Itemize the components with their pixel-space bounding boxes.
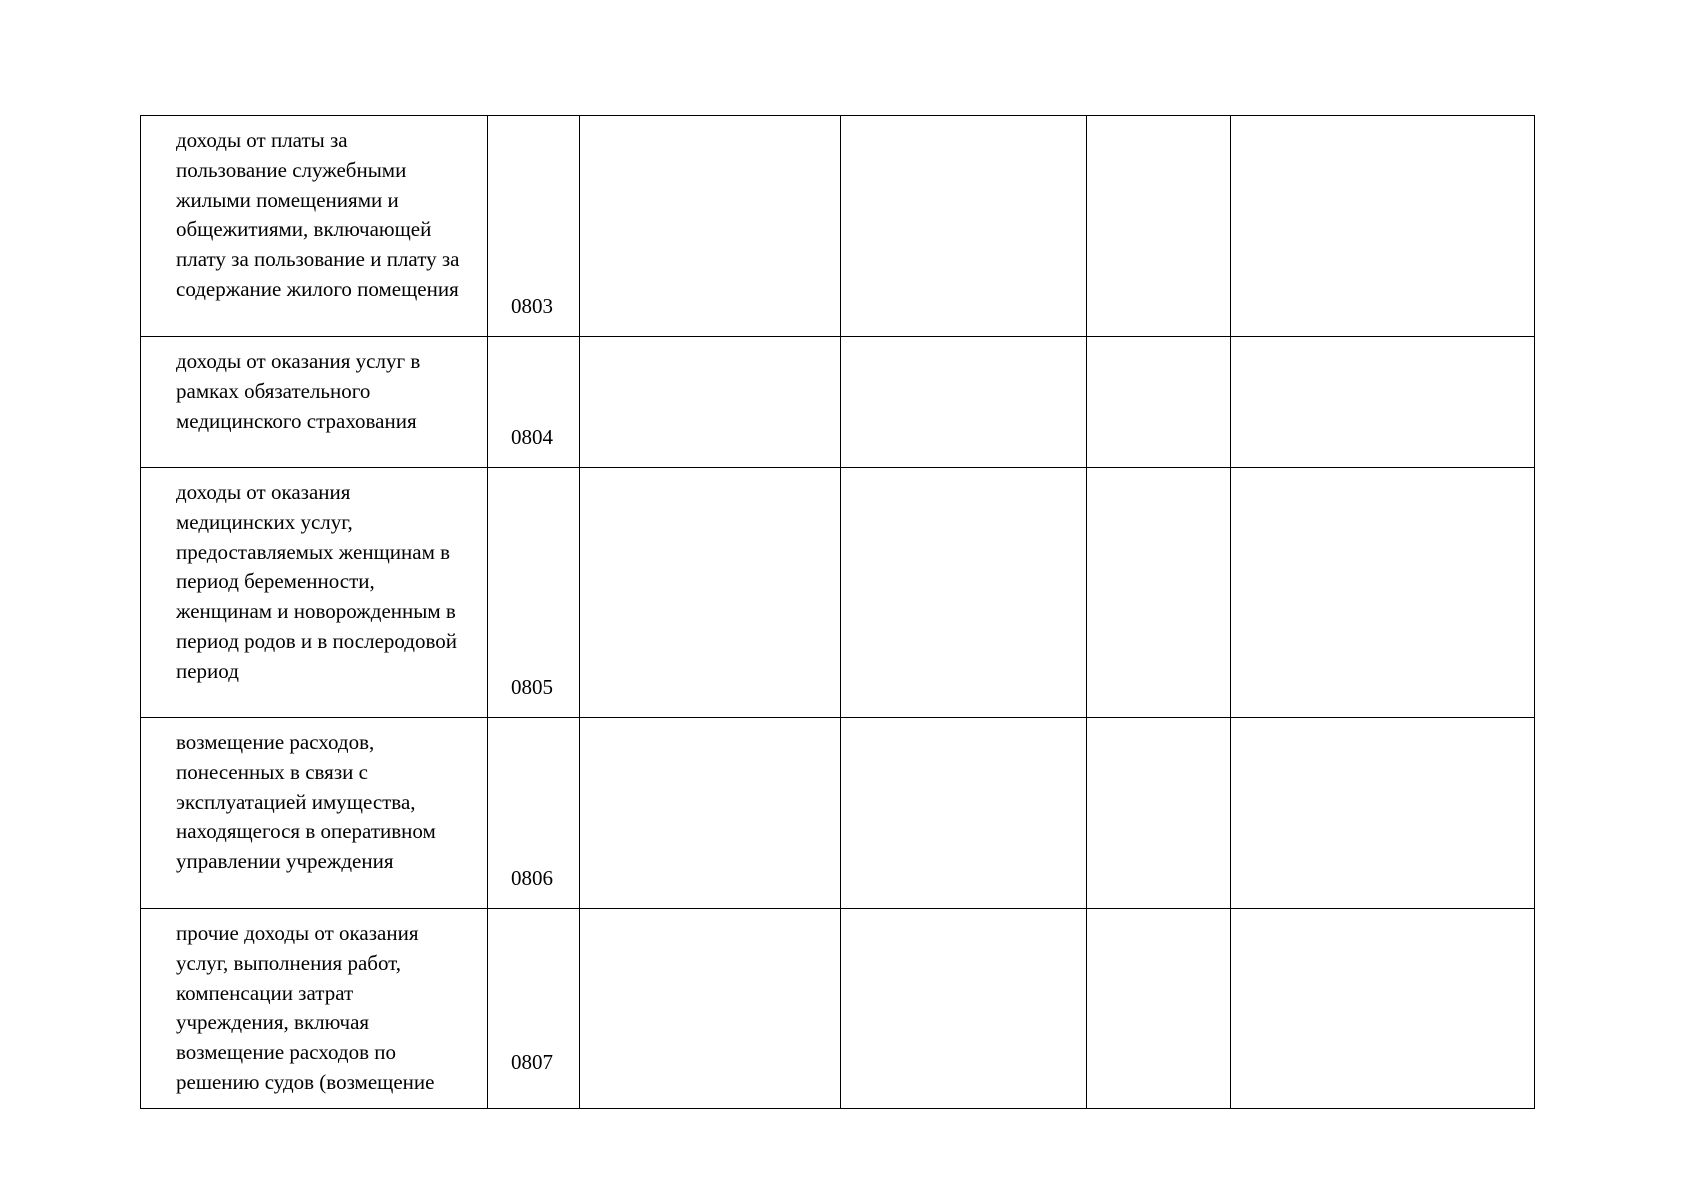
- empty-cell: [1231, 909, 1535, 1109]
- empty-cell: [841, 909, 1087, 1109]
- row-code-cell: 0803: [488, 116, 580, 337]
- empty-cell: [580, 337, 841, 468]
- table-row: [141, 468, 1535, 718]
- empty-cell: [580, 909, 841, 1109]
- row-name-cell: доходы от оказания услуг в рамках обязательного медицинского страхования: [141, 337, 488, 468]
- empty-cell: [841, 116, 1087, 337]
- row-code-cell: 0805: [488, 468, 580, 718]
- row-code-cell: 0804: [488, 337, 580, 468]
- table-row: [141, 718, 1535, 909]
- empty-cell: [580, 718, 841, 909]
- empty-cell: [841, 468, 1087, 718]
- empty-cell: [580, 468, 841, 718]
- row-code-cell: 0807: [488, 909, 580, 1109]
- table-row: [141, 909, 1535, 1109]
- empty-cell: [580, 116, 841, 337]
- empty-cell: [841, 718, 1087, 909]
- row-name-cell: прочие доходы от оказания услуг, выполнения работ, компенсации затрат учреждения, включая возмещение расходов по решению судов (возмещение: [141, 909, 488, 1109]
- table-row: [141, 116, 1535, 337]
- empty-cell: [1231, 116, 1535, 337]
- empty-cell: [1087, 718, 1231, 909]
- row-name-cell: возмещение расходов, понесенных в связи с эксплуатацией имущества, находящегося в оперативном управлении учреждения: [141, 718, 488, 909]
- row-code-cell: 0806: [488, 718, 580, 909]
- row-name-cell: доходы от платы за пользование служебными жилыми помещениями и общежитиями, включающей плату за пользование и плату за содержание жилого помещения: [141, 116, 488, 337]
- empty-cell: [1231, 468, 1535, 718]
- empty-cell: [841, 337, 1087, 468]
- table-row: [141, 337, 1535, 468]
- income-table: [140, 115, 1535, 1109]
- empty-cell: [1087, 468, 1231, 718]
- empty-cell: [1231, 718, 1535, 909]
- empty-cell: [1087, 337, 1231, 468]
- empty-cell: [1087, 116, 1231, 337]
- empty-cell: [1231, 337, 1535, 468]
- row-name-cell: доходы от оказания медицинских услуг, предоставляемых женщинам в период беременности, женщинам и новорожденным в период родов и в послеродовой период: [141, 468, 488, 718]
- empty-cell: [1087, 909, 1231, 1109]
